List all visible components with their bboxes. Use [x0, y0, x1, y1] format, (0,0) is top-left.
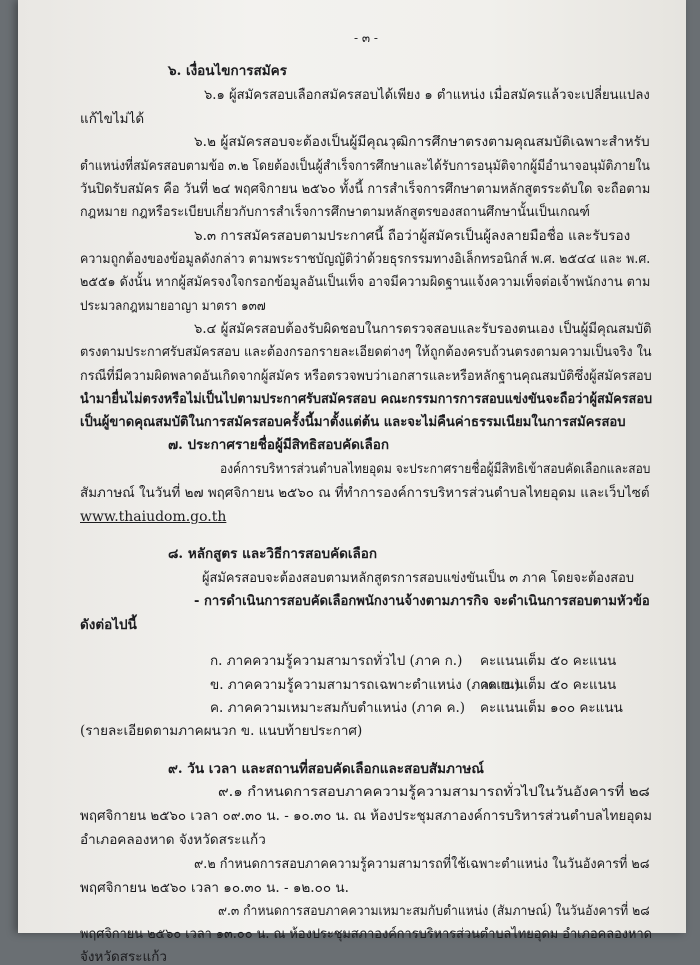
exam-part-label: ข. ภาคความรู้ความสามารถเฉพาะตำแหน่ง (ภาค ข.): [210, 677, 520, 693]
paragraph-line: ความถูกต้องของข้อมูลดังกล่าว ตามพระราชบัญญัติว่าด้วยธุรกรรมทางอิเล็กทรอนิกส์ พ.ศ. ๒๕๔๔ และ พ.ศ.: [80, 251, 651, 267]
paragraph-line: - การดำเนินการสอบคัดเลือกพนักงานจ้างตามภารกิจ จะดำเนินการสอบตามหัวข้อ: [194, 593, 650, 609]
section-8-heading: ๘. หลักสูตร และวิธีการสอบคัดเลือก: [168, 546, 378, 562]
exam-part-label: ก. ภาคความรู้ความสามารถทั่วไป (ภาค ก.): [210, 653, 463, 669]
section-7-heading: ๗. ประกาศรายชื่อผู้มีสิทธิสอบคัดเลือก: [168, 437, 390, 453]
paragraph-line: พฤศจิกายน ๒๕๖๐ เวลา ๐๙.๓๐ น. - ๑๐.๓๐ น. ณ ห้องประชุมสภาองค์การบริหารส่วนตำบลไทยอุดม: [80, 808, 652, 824]
paragraph-line: ๙.๑ กำหนดการสอบภาคความรู้ความสามารถทั่วไปในวันอังคารที่ ๒๘: [218, 784, 650, 800]
exam-part-score: คะแนนเต็ม ๕๐ คะแนน: [480, 677, 617, 693]
paragraph-line: ๙.๓ กำหนดการสอบภาคความเหมาะสมกับตำแหน่ง (สัมภาษณ์) ในวันอังคารที่ ๒๘: [218, 903, 650, 919]
paragraph-line: แก้ไขไม่ได้: [80, 111, 145, 127]
paragraph-line: กฎหมาย กฎหรือระเบียบเกี่ยวกับการสำเร็จการศึกษาตามหลักสูตรของสถานศึกษานั้นเป็นเกณฑ์: [80, 204, 590, 220]
paragraph-line: พฤศจิกายน ๒๕๖๐ เวลา ๑๐.๓๐ น. - ๑๒.๐๐ น.: [80, 880, 349, 896]
exam-part-score: คะแนนเต็ม ๑๐๐ คะแนน: [480, 700, 623, 716]
paragraph-line: ๙.๒ กำหนดการสอบภาคความรู้ความสามารถที่ใช้เฉพาะตำแหน่ง ในวันอังคารที่ ๒๘: [194, 856, 650, 872]
document-page: [18, 0, 686, 965]
paragraph-line: ๖.๑ ผู้สมัครสอบเลือกสมัครสอบได้เพียง ๑ ตำแหน่ง เมื่อสมัครแล้วจะเปลี่ยนแปลง: [204, 87, 650, 103]
paragraph-line: ประมวลกฎหมายอาญา มาตรา ๑๓๗: [80, 298, 266, 314]
paragraph-line: ๖.๓ การสมัครสอบตามประกาศนี้ ถือว่าผู้สมัครเป็นผู้ลงลายมือชื่อ และรับรอง: [194, 228, 631, 244]
paragraph-line: ผู้สมัครสอบจะต้องสอบตามหลักสูตรการสอบแข่งขันเป็น ๓ ภาค โดยจะต้องสอบ: [202, 570, 635, 586]
paragraph-line: วันปิดรับสมัคร คือ วันที่ ๒๔ พฤศจิกายน ๒๕๖๐ ทั้งนี้ การสำเร็จการศึกษาตามหลักสูตรระดับใด จะถือตาม: [80, 181, 651, 197]
section-9-heading: ๙. วัน เวลา และสถานที่สอบคัดเลือกและสอบสัมภาษณ์: [168, 761, 484, 777]
paragraph-line: อำเภอคลองหาด จังหวัดสระแก้ว: [80, 832, 266, 848]
paragraph-line: เป็นผู้ขาดคุณสมบัติในการสมัครสอบครั้งนี้มาตั้งแต่ต้น และจะไม่คืนค่าธรรมเนียมในการสมัครสอบ: [80, 414, 626, 430]
paragraph-line: ๖.๒ ผู้สมัครสอบจะต้องเป็นผู้มีคุณวุฒิการศึกษาตรงตามคุณสมบัติเฉพาะสำหรับ: [194, 134, 650, 150]
appendix-note: (รายละเอียดตามภาคผนวก ข. แนบท้ายประกาศ): [80, 723, 363, 739]
paragraph-line: ๖.๔ ผู้สมัครสอบต้องรับผิดชอบในการตรวจสอบและรับรองตนเอง เป็นผู้มีคุณสมบัติ: [194, 321, 652, 337]
page-number: - ๓ -: [354, 31, 378, 45]
website-link[interactable]: www.thaiudom.go.th: [80, 509, 227, 525]
section-6-heading: ๖. เงื่อนไขการสมัคร: [168, 63, 287, 79]
paragraph-line: ตำแหน่งที่สมัครสอบตามข้อ ๓.๒ โดยต้องเป็นผู้สำเร็จการศึกษาและได้รับการอนุมัติจากผู้มีอำนาจอนุมัติภายใน: [80, 158, 650, 174]
paragraph-line: ๒๕๕๑ ดังนั้น หากผู้สมัครจงใจกรอกข้อมูลอันเป็นเท็จ อาจมีความผิดฐานแจ้งความเท็จต่อเจ้าพนักงาน ตาม: [80, 274, 651, 290]
exam-part-score: คะแนนเต็ม ๕๐ คะแนน: [480, 653, 617, 669]
paragraph-line: สัมภาษณ์ ในวันที่ ๒๗ พฤศจิกายน ๒๕๖๐ ณ ที่ทำการองค์การบริหารส่วนตำบลไทยอุดม และเว็บไซต์: [80, 485, 650, 501]
paragraph-line: ดังต่อไปนี้: [80, 617, 137, 633]
paragraph-line: พฤศจิกายน ๒๕๖๐ เวลา ๑๓.๐๐ น. ณ ห้องประชุมสภาองค์การบริหารส่วนตำบลไทยอุดม อำเภอคลองหาด: [80, 926, 652, 942]
paragraph-line: ตรงตามประกาศรับสมัครสอบ และต้องกรอกรายละเอียดต่างๆ ให้ถูกต้องครบถ้วนตรงตามความเป็นจริง ใน: [80, 344, 652, 360]
paragraph-line: กรณีที่มีความผิดพลาดอันเกิดจากผู้สมัคร หรือตรวจพบว่าเอกสารและหรือหลักฐานคุณสมบัติซึ่งผู้สมัครสอบ: [80, 368, 652, 384]
paragraph-line: องค์การบริหารส่วนตำบลไทยอุดม จะประกาศรายชื่อผู้มีสิทธิเข้าสอบคัดเลือกและสอบ: [220, 461, 651, 477]
exam-part-label: ค. ภาคความเหมาะสมกับตำแหน่ง (ภาค ค.): [210, 700, 466, 716]
paragraph-line: จังหวัดสระแก้ว: [80, 949, 167, 965]
paragraph-line: นำมายื่นไม่ตรงหรือไม่เป็นไปตามประกาศรับสมัครสอบ คณะกรรมการการสอบแข่งขันจะถือว่าผู้สมัครสอบ: [80, 391, 653, 407]
